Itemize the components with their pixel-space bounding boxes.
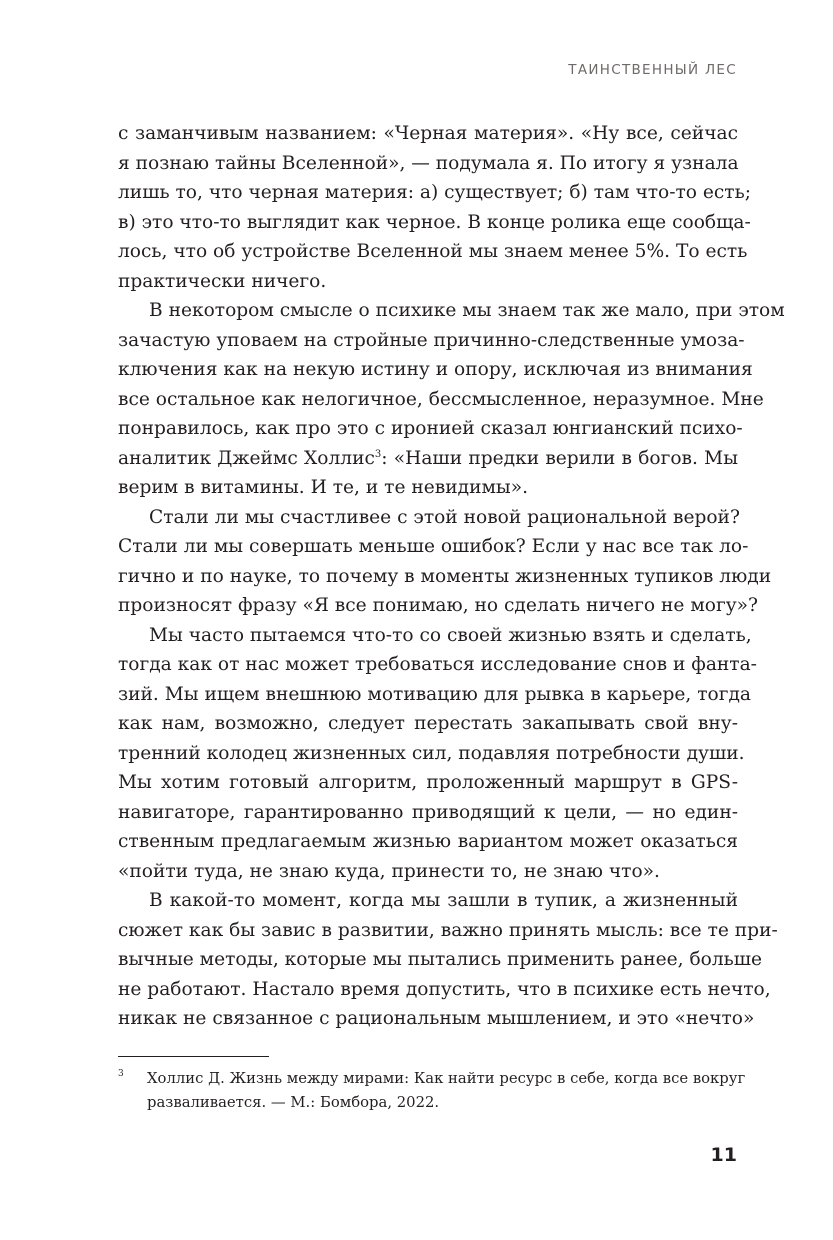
text-line: я познаю тайны Вселенной», — подумала я. По итогу я узнала [118, 152, 739, 174]
footnote [118, 1067, 746, 1115]
text-line: лишь то, что черная материя: а) существует; б) там что-то есть; [118, 182, 751, 203]
text-line: Стали ли мы счастливее с этой новой рациональной верой? [149, 506, 740, 528]
text-line: вычные методы, которые мы пытались применить ранее, больше [118, 949, 763, 970]
text-line: как нам, возможно, следует перестать закапывать свой вну- [118, 713, 738, 734]
text-line: гично и по науке, то почему в моменты жизненных тупиков люди [118, 565, 772, 587]
text-line: все остальное как нелогичное, бессмысленное, неразумное. Мне [118, 388, 764, 410]
footnote-reference[interactable]: 3 [374, 448, 382, 460]
running-head: ТАИНСТВЕННЫЙ ЛЕС [568, 62, 737, 78]
text-line: В некотором смысле о психике мы знаем так же мало, при этом [149, 300, 785, 321]
text-line: В какой-то момент, когда мы зашли в тупик, а жизненный [149, 890, 738, 911]
page-number: 11 [710, 1144, 737, 1166]
text-line: ключения как на некую истину и опору, исключая из внимания [118, 359, 753, 380]
text-line [118, 444, 738, 474]
text-line: практически ничего. [118, 270, 327, 292]
text-line: никак не связанное с рациональным мышлением, и это «нечто» [118, 1008, 755, 1029]
text-line: сюжет как бы завис в развитии, важно принять мысль: все те при- [118, 919, 778, 941]
text-line: в) это что-то выглядит как черное. В конце ролика еще сообща- [118, 211, 751, 233]
text-line: верим в витамины. И те, и те невидимы». [118, 477, 529, 498]
text-line: произносят фразу «Я все понимаю, но сделать ничего не могу»? [118, 595, 759, 616]
footnote-number: 3 [118, 1069, 124, 1079]
text-line: зий. Мы ищем внешнюю мотивацию для рывка в карьере, тогда [118, 683, 752, 705]
text-line: не работают. Настало время допустить, что в психике есть нечто, [118, 978, 771, 1000]
text-line: Стали ли мы совершать меньше ошибок? Если у нас все так ло- [118, 536, 749, 557]
text-line: понравилось, как про это с иронией сказал юнгианский психо- [118, 418, 743, 439]
text-line: «пойти туда, не знаю куда, принести то, не знаю что». [118, 860, 660, 882]
text-fragment: : «Наши предки верили в богов. Мы [381, 447, 739, 469]
text-line: лось, что об устройстве Вселенной мы знаем менее 5%. То есть [118, 241, 748, 262]
text-line: навигаторе, гарантированно приводящий к цели, — но един- [118, 801, 738, 823]
footnote-divider [118, 1056, 269, 1057]
body-text [118, 119, 785, 1034]
footnote-line: Холлис Д. Жизнь между мирами: Как найти ресурс в себе, когда все вокруг [147, 1070, 746, 1087]
footnote-line: разваливается. — М.: Бомбора, 2022. [147, 1094, 440, 1111]
text-line: ственным предлагаемым жизнью вариантом может оказаться [118, 831, 738, 852]
text-line: с заманчивым названием: «Черная материя». «Ну все, сейчас [118, 123, 738, 144]
text-line: Мы хотим готовый алгоритм, проложенный маршрут в GPS- [118, 772, 738, 793]
text-line: тренний колодец жизненных сил, подавляя потребности души. [118, 742, 745, 764]
text-line: зачастую уповаем на стройные причинно-следственные умоза- [118, 329, 745, 351]
text-line: Мы часто пытаемся что-то со своей жизнью взять и сделать, [149, 624, 752, 646]
text-line: тогда как от нас может требоваться исследование снов и фанта- [118, 654, 757, 675]
text-fragment: аналитик Джеймс Холлис [118, 447, 375, 469]
